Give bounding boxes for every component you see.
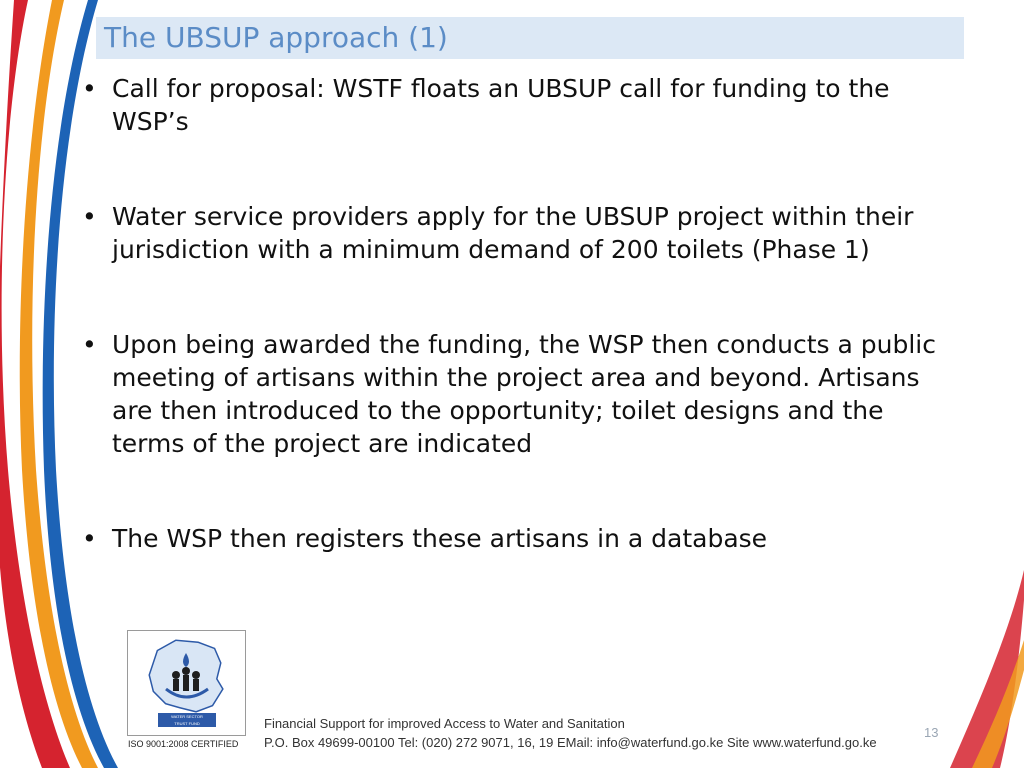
bullet-text: Call for proposal: WSTF floats an UBSUP call for funding to the WSP’s bbox=[112, 74, 890, 136]
page-number: 13 bbox=[924, 725, 939, 740]
bullet-text: Upon being awarded the funding, the WSP then conducts a public meeting of artisans within the project area and beyond. Artisans are then introduced to the opportunity; toilet designs and the terms of the project are indicated bbox=[112, 330, 936, 458]
bullet-item bbox=[78, 522, 958, 555]
slide-title: The UBSUP approach (1) bbox=[104, 21, 448, 54]
footer-contact: P.O. Box 49699-00100 Tel: (020) 272 9071, 16, 19 EMail: info@waterfund.go.ke Site www.waterfund.go.ke bbox=[264, 735, 877, 750]
bullet-marker: • bbox=[82, 524, 97, 553]
bullet-text: The WSP then registers these artisans in a database bbox=[112, 524, 768, 553]
footer-tagline: Financial Support for improved Access to Water and Sanitation bbox=[264, 716, 625, 731]
bullet-text: Water service providers apply for the UBSUP project within their jurisdiction with a minimum demand of 200 toilets (Phase 1) bbox=[112, 202, 914, 264]
bullet-list bbox=[78, 72, 958, 555]
bullet-item bbox=[78, 328, 958, 460]
bullet-item bbox=[78, 72, 958, 138]
bullet-marker: • bbox=[82, 202, 97, 231]
iso-certification: ISO 9001:2008 CERTIFIED bbox=[128, 739, 239, 749]
bullet-marker: • bbox=[82, 330, 97, 359]
wstf-logo bbox=[127, 630, 246, 736]
bullet-item bbox=[78, 200, 958, 266]
logo-banner: WATER SECTOR TRUST FUND bbox=[158, 713, 216, 727]
bullet-marker: • bbox=[82, 74, 97, 103]
title-bar bbox=[96, 17, 964, 59]
